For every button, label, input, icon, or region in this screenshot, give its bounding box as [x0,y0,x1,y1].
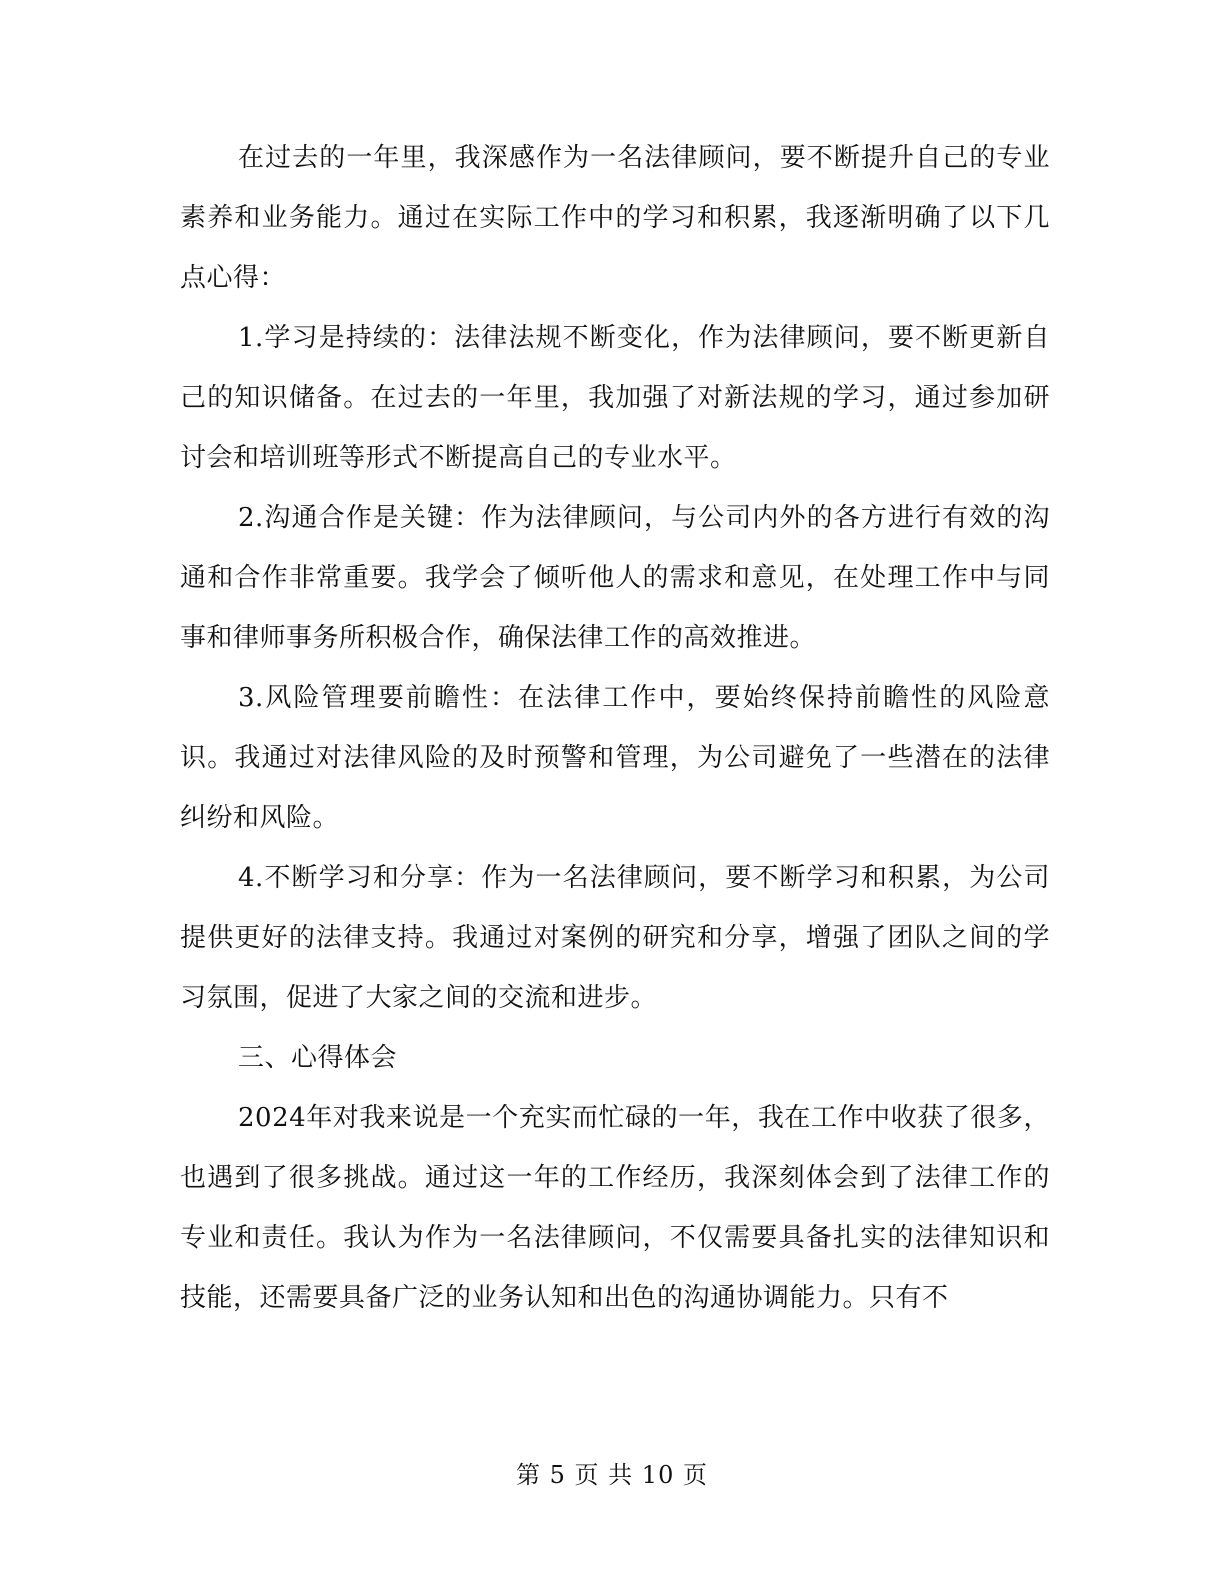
page-number-footer: 第 5 页 共 10 页 [516,1461,708,1489]
section-heading: 三、心得体会 [238,1043,398,1073]
section-paragraph: 2024年对我来说是一个充实而忙碌的一年，我在工作中收获了很多，也遇到了很多挑战。通过这一年的工作经历，我深刻体会到了法律工作的专业和责任。我认为作为一名法律顾问，不仅需要具备扎实的法律知识和技能，还需要具备广泛的业务认知和出色的沟通协调能力。只有不 [180,1103,1050,1313]
point-2-paragraph: 2.沟通合作是关键：作为法律顾问，与公司内外的各方进行有效的沟通和合作非常重要。我学会了倾听他人的需求和意见，在处理工作中与同事和律师事务所积极合作，确保法律工作的高效推进。 [180,503,1050,653]
point-3-paragraph: 3.风险管理要前瞻性：在法律工作中，要始终保持前瞻性的风险意识。我通过对法律风险的及时预警和管理，为公司避免了一些潜在的法律纠纷和风险。 [180,683,1050,833]
intro-paragraph: 在过去的一年里，我深感作为一名法律顾问，要不断提升自己的专业素养和业务能力。通过在实际工作中的学习和积累，我逐渐明确了以下几点心得： [180,143,1050,293]
point-4-paragraph: 4.不断学习和分享：作为一名法律顾问，要不断学习和积累，为公司提供更好的法律支持。我通过对案例的研究和分享，增强了团队之间的学习氛围，促进了大家之间的交流和进步。 [180,863,1050,1013]
page-body [180,128,1050,1328]
point-1-paragraph: 1.学习是持续的：法律法规不断变化，作为法律顾问，要不断更新自己的知识储备。在过去的一年里，我加强了对新法规的学习，通过参加研讨会和培训班等形式不断提高自己的专业水平。 [180,323,1050,473]
